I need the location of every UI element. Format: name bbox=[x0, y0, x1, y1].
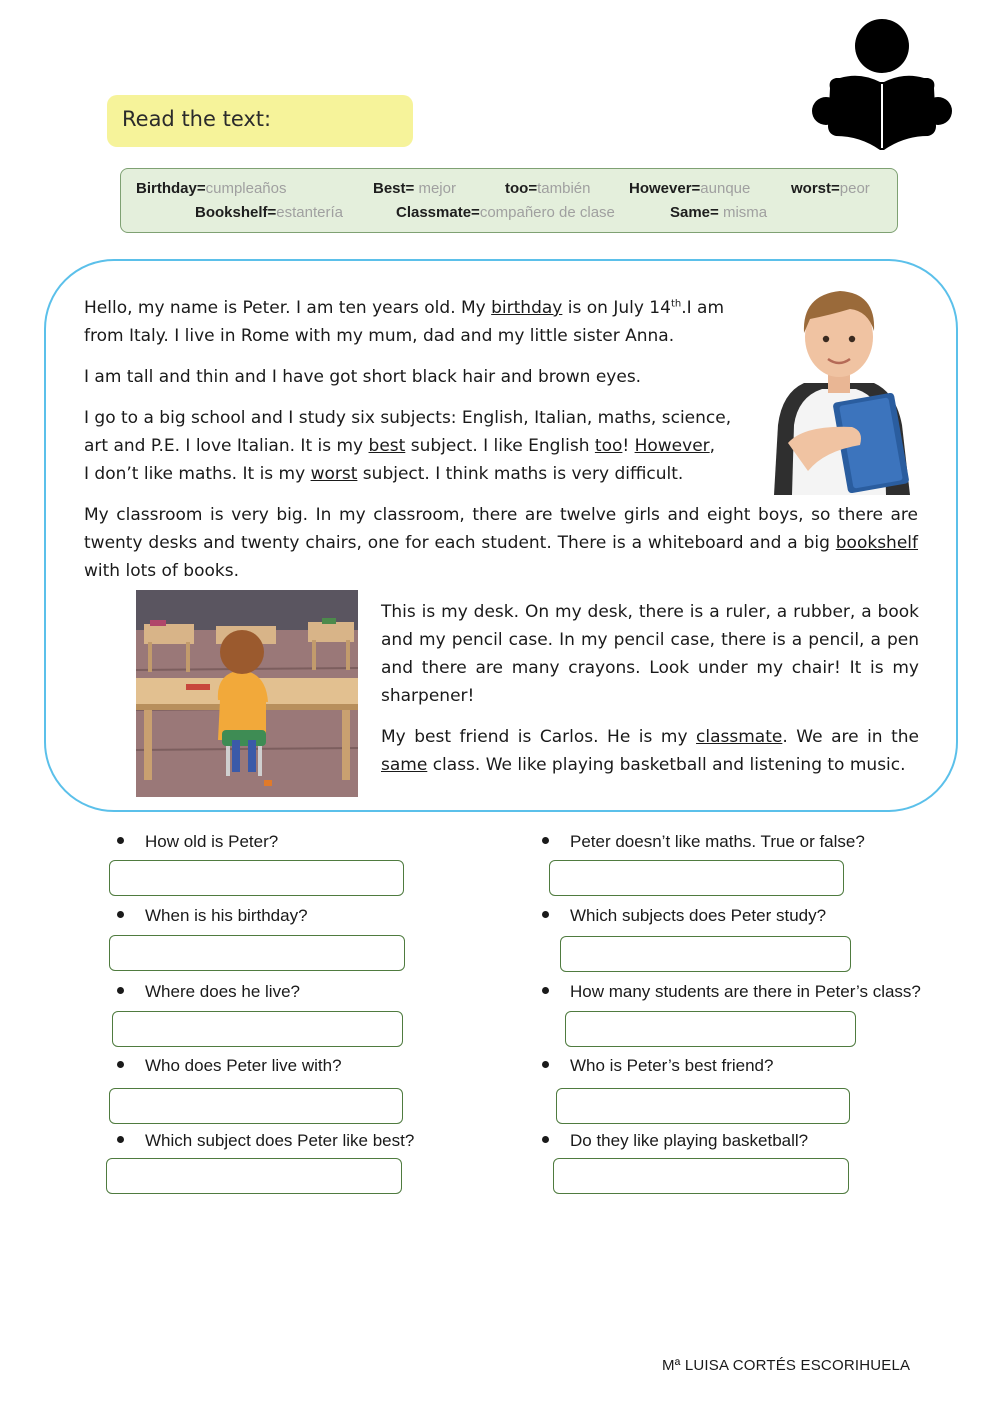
glossary-item-worst: worst=peor bbox=[791, 180, 870, 197]
question-left-4: Who does Peter live with? bbox=[117, 1056, 342, 1076]
word-birthday: birthday bbox=[491, 298, 563, 318]
question-left-3: Where does he live? bbox=[117, 982, 300, 1002]
classroom-picture bbox=[136, 590, 358, 797]
story-paragraph-6: My best friend is Carlos. He is my classmate. We are in the same class. We like playing basketball and listening to music. bbox=[381, 727, 919, 775]
story-paragraph-1: Hello, my name is Peter. I am ten years old. My birthday is on July 14th.I am from Italy. I live in Rome with my mum, dad and my little sister Anna. bbox=[84, 298, 725, 346]
answer-box-live-with[interactable] bbox=[109, 1088, 403, 1124]
answer-box-birthday[interactable] bbox=[109, 935, 405, 971]
answer-box-how-old[interactable] bbox=[109, 860, 404, 896]
question-left-5: Which subject does Peter like best? bbox=[117, 1131, 414, 1151]
word-however: However bbox=[634, 436, 710, 456]
glossary-item-however: However=aunque bbox=[629, 180, 751, 197]
story-paragraph-5: This is my desk. On my desk, there is a ruler, a rubber, a book and my pencil case. In my pencil case, there is a pencil, a pen and there are many crayons. Look under my chair! It is my sharpener! bbox=[381, 602, 919, 706]
question-right-5: Do they like playing basketball? bbox=[542, 1131, 808, 1151]
glossary-item-best: Best= mejor bbox=[373, 180, 456, 197]
word-best: best bbox=[368, 436, 406, 456]
answer-box-subject-best[interactable] bbox=[106, 1158, 402, 1194]
heading-box bbox=[107, 95, 413, 147]
word-too: too bbox=[594, 436, 623, 456]
glossary-item-bookshelf: Bookshelf=estantería bbox=[195, 204, 343, 221]
story-paragraph-2: I am tall and thin and I have got short black hair and brown eyes. bbox=[84, 367, 642, 387]
question-left-1: How old is Peter? bbox=[117, 832, 278, 852]
answer-box-basketball[interactable] bbox=[553, 1158, 849, 1194]
story-paragraph-4: My classroom is very big. In my classroom, there are twelve girls and eight boys, so there are twenty desks and twenty chairs, one for each student. There is a whiteboard and a big bookshelf with lots of books. bbox=[84, 505, 918, 581]
glossary-item-birthday: Birthday=cumpleaños bbox=[136, 180, 287, 197]
answer-box-how-many-students[interactable] bbox=[565, 1011, 856, 1047]
glossary-item-classmate: Classmate=compañero de clase bbox=[396, 204, 615, 221]
question-left-2: When is his birthday? bbox=[117, 906, 308, 926]
answer-box-where-live[interactable] bbox=[112, 1011, 403, 1047]
question-right-4: Who is Peter’s best friend? bbox=[542, 1056, 773, 1076]
author-name: Mª LUISA CORTÉS ESCORIHUELA bbox=[662, 1357, 911, 1374]
glossary-item-too: too=también bbox=[505, 180, 591, 197]
reading-person-icon bbox=[812, 18, 952, 154]
question-right-3: How many students are there in Peter’s class? bbox=[542, 982, 921, 1002]
answer-box-best-friend[interactable] bbox=[556, 1088, 850, 1124]
word-classmate: classmate bbox=[696, 727, 783, 747]
word-same: same bbox=[381, 755, 428, 775]
answer-box-true-false[interactable] bbox=[549, 860, 844, 896]
word-bookshelf: bookshelf bbox=[835, 533, 918, 553]
question-right-1: Peter doesn’t like maths. True or false? bbox=[542, 832, 865, 852]
boy-photo bbox=[764, 275, 914, 495]
page-heading: Read the text: bbox=[122, 107, 272, 131]
answer-box-subjects[interactable] bbox=[560, 936, 851, 972]
question-right-2: Which subjects does Peter study? bbox=[542, 906, 826, 926]
glossary-box bbox=[120, 168, 898, 233]
glossary-item-same: Same= misma bbox=[670, 204, 768, 221]
word-worst: worst bbox=[310, 464, 358, 484]
story-paragraph-3: I go to a big school and I study six subjects: English, Italian, maths, science, art and P.E. I love Italian. It is my best subject. I like English too! However, I don’t like maths. It is my worst subject. I think maths is very difficult. bbox=[84, 408, 732, 484]
